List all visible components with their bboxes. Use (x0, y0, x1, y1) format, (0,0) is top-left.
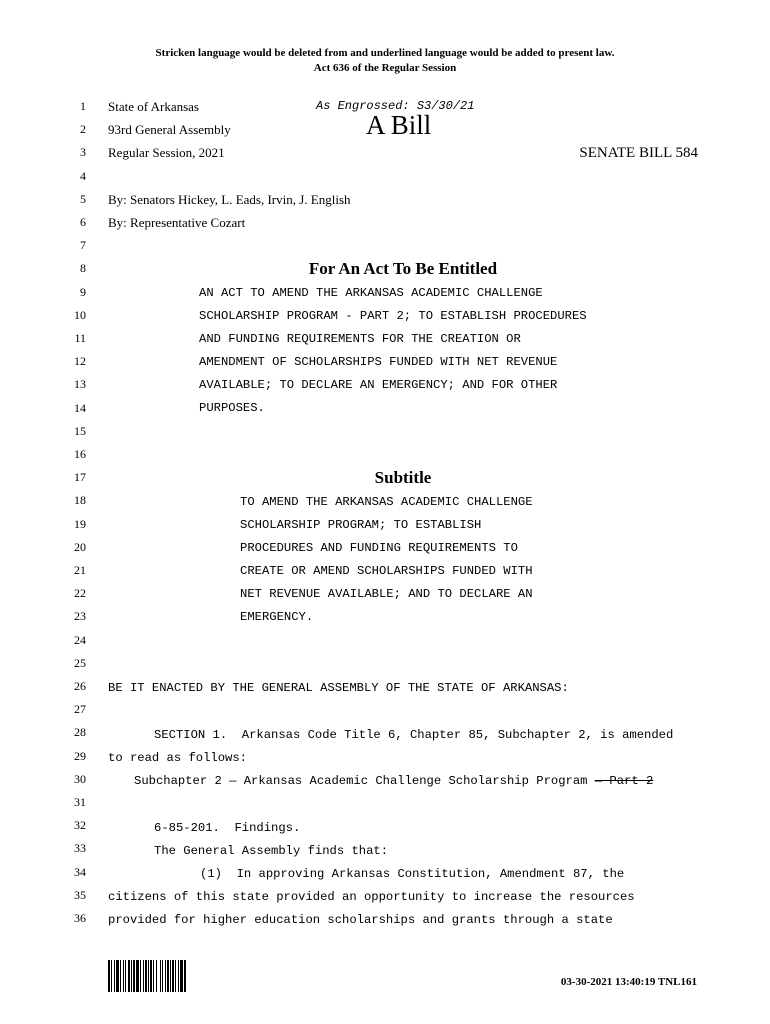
title-line: AND FUNDING REQUIREMENTS FOR THE CREATION OR (199, 332, 521, 346)
line-number: 13 (74, 377, 86, 392)
line-number: 20 (74, 539, 86, 554)
line-number: 33 (74, 841, 86, 856)
line-number: 2 (80, 122, 86, 137)
line-number: 15 (74, 423, 86, 438)
act-heading: For An Act To Be Entitled (308, 259, 498, 278)
subtitle-heading: Subtitle (374, 468, 432, 487)
line-number: 7 (80, 238, 86, 253)
line-number: 35 (74, 887, 86, 902)
line-number: 3 (80, 145, 86, 160)
title-line: PURPOSES. (199, 401, 265, 415)
line-number: 6 (80, 215, 86, 229)
line-number: 17 (74, 470, 86, 485)
findings-heading: 6-85-201. Findings. (154, 821, 301, 835)
line-number: 12 (74, 354, 86, 369)
title-line: SCHOLARSHIP PROGRAM - PART 2; TO ESTABLISH PROCEDURES (199, 309, 587, 323)
line-number: 11 (74, 331, 86, 345)
notice-line-2: Act 636 of the Regular Session (313, 62, 457, 74)
line-number: 4 (80, 168, 86, 183)
bill-number: SENATE BILL 584 (579, 145, 698, 161)
subchapter-title-text: Subchapter 2 — Arkansas Academic Challenge Scholarship Program (134, 774, 588, 788)
section-1-text: SECTION 1. Arkansas Code Title 6, Chapter 85, Subchapter 2, is amended (154, 728, 674, 742)
line-number: 24 (74, 632, 86, 647)
state-name: State of Arkansas (108, 99, 199, 114)
line-number: 14 (74, 400, 86, 415)
subtitle-line: PROCEDURES AND FUNDING REQUIREMENTS TO (240, 541, 518, 555)
line-number: 1 (80, 99, 86, 113)
line-number: 26 (74, 679, 86, 693)
subtitle-line: TO AMEND THE ARKANSAS ACADEMIC CHALLENGE (240, 495, 533, 509)
subtitle-line: EMERGENCY. (240, 610, 314, 624)
line-number: 28 (74, 725, 86, 740)
document-timestamp: 03-30-2021 13:40:19 TNL161 (560, 976, 697, 988)
paragraph-1-text-cont: citizens of this state provided an opportunity to increase the resources (108, 890, 635, 904)
title-line: AN ACT TO AMEND THE ARKANSAS ACADEMIC CHALLENGE (199, 286, 543, 300)
line-number: 22 (74, 586, 86, 601)
paragraph-1-text-cont: provided for higher education scholarships and grants through a state (108, 913, 613, 927)
line-number: 36 (74, 911, 86, 925)
subchapter-title (134, 774, 653, 788)
line-number: 8 (80, 261, 86, 276)
enacting-clause: BE IT ENACTED BY THE GENERAL ASSEMBLY OF THE STATE OF ARKANSAS: (108, 681, 569, 695)
line-number: 18 (74, 493, 86, 508)
title-line: AVAILABLE; TO DECLARE AN EMERGENCY; AND FOR OTHER (199, 378, 558, 392)
line-number: 34 (74, 864, 86, 879)
subtitle-line: SCHOLARSHIP PROGRAM; TO ESTABLISH (240, 518, 482, 532)
line-number: 32 (74, 818, 86, 833)
line-number: 9 (80, 284, 86, 299)
notice-line-1: Stricken language would be deleted from and underlined language would be added to present law. (155, 47, 615, 59)
line-number: 21 (74, 563, 86, 577)
session-name: Regular Session, 2021 (108, 145, 225, 160)
line-number: 5 (80, 191, 86, 206)
engrossed-stamp: As Engrossed: S3/30/21 (316, 99, 475, 113)
line-number: 31 (74, 795, 86, 809)
findings-intro: The General Assembly finds that: (154, 844, 389, 858)
barcode (108, 960, 206, 992)
section-1-text-cont: to read as follows: (108, 751, 247, 765)
line-number: 19 (74, 516, 86, 531)
line-number: 10 (74, 307, 86, 322)
line-number: 30 (74, 771, 86, 786)
subtitle-line: NET REVENUE AVAILABLE; AND TO DECLARE AN (240, 587, 533, 601)
line-number: 23 (74, 609, 86, 624)
bill-title: A Bill (366, 110, 432, 140)
stricken-text: — Part 2 (594, 774, 654, 788)
subtitle-line: CREATE OR AMEND SCHOLARSHIPS FUNDED WITH (240, 564, 533, 578)
paragraph-1-text: (1) In approving Arkansas Constitution, Amendment 87, the (200, 867, 625, 881)
line-number: 29 (74, 748, 86, 763)
senate-sponsors: By: Senators Hickey, L. Eads, Irvin, J. English (108, 192, 351, 207)
line-number: 25 (74, 655, 86, 670)
general-assembly: 93rd General Assembly (108, 122, 231, 137)
line-number: 16 (74, 447, 86, 461)
line-number: 27 (74, 702, 86, 717)
title-line: AMENDMENT OF SCHOLARSHIPS FUNDED WITH NET REVENUE (199, 355, 558, 369)
house-sponsors: By: Representative Cozart (108, 215, 246, 230)
